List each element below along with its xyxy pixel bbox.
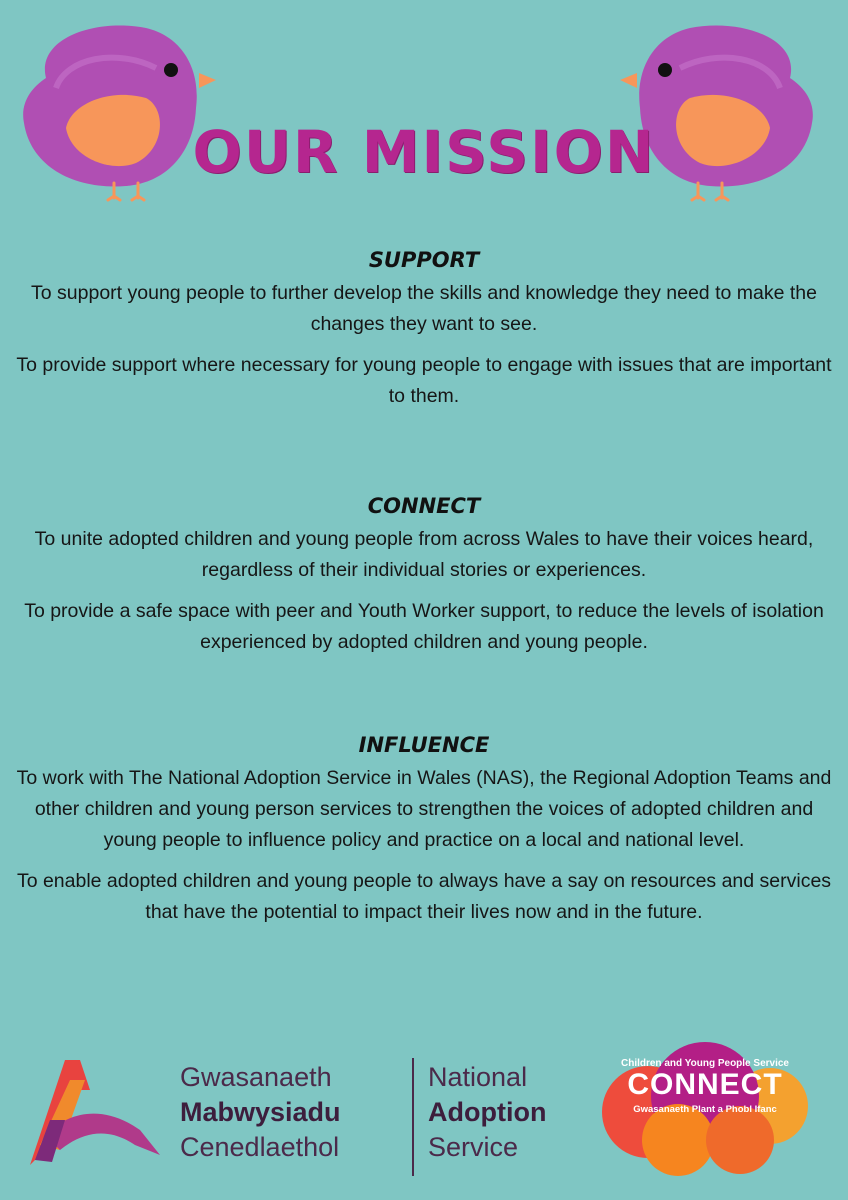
section-heading: CONNECT: [367, 494, 481, 518]
nas-welsh-line: Gwasanaeth: [180, 1062, 332, 1092]
connect-logo-tagline: Children and Young People Service: [620, 1058, 789, 1069]
section-paragraph: To enable adopted children and young people to always have a say on resources and services that have the potential to impact their lives now and in the future.: [16, 870, 832, 923]
nas-welsh-name: [180, 1060, 341, 1165]
nas-welsh-line: Cenedlaethol: [180, 1132, 340, 1162]
section-paragraph: To provide a safe space with peer and Youth Worker support, to reduce the levels of isolation experienced by adopted children and young people.: [24, 600, 824, 653]
section-influence: [0, 733, 848, 938]
section-paragraph: To unite adopted children and young people from across Wales to have their voices heard, regardless of their individual stories or experiences.: [34, 528, 814, 581]
nas-english-line: Service: [428, 1132, 519, 1162]
section-paragraph: To support young people to further develop the skills and knowledge they need to make the changes they want to see.: [31, 282, 817, 335]
nas-divider: [412, 1058, 414, 1176]
nas-logo-icon: [10, 1050, 165, 1170]
section-support: [0, 248, 848, 422]
section-heading: INFLUENCE: [358, 733, 490, 757]
section-connect: [0, 494, 848, 668]
connect-logo-subtitle: Gwasanaeth Plant a Phobl Ifanc: [633, 1104, 777, 1115]
connect-logo-title: CONNECT: [627, 1068, 783, 1101]
footer: [0, 1040, 848, 1200]
section-paragraph: To provide support where necessary for young people to engage with issues that are important to them.: [16, 354, 832, 407]
page-title: OUR MISSION: [192, 118, 656, 186]
nas-welsh-line: Mabwysiadu: [180, 1097, 341, 1127]
section-heading: SUPPORT: [368, 248, 480, 272]
section-paragraph: To work with The National Adoption Service in Wales (NAS), the Regional Adoption Teams and other children and young person services to strengthen the voices of adopted children and young people to influence policy and practice on a local and national level.: [16, 767, 832, 851]
nas-english-line: Adoption: [428, 1097, 547, 1127]
nas-english-line: National: [428, 1062, 528, 1092]
nas-english-name: [428, 1060, 546, 1165]
